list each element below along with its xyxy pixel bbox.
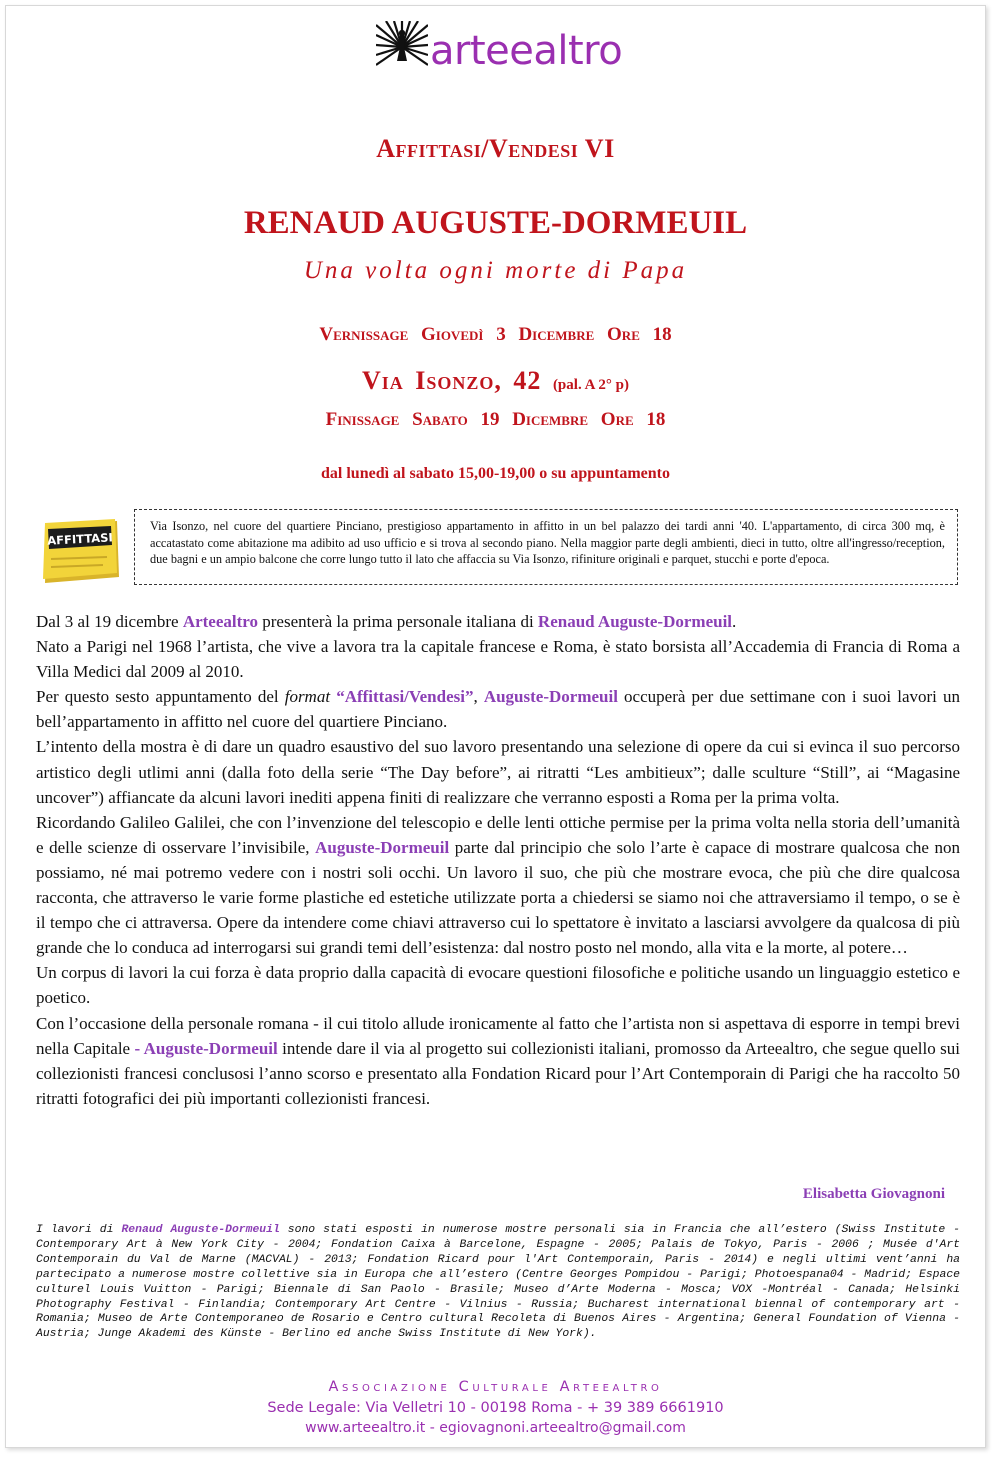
- paragraph-bio: Nato a Parigi nel 1968 l’artista, che vive a lavora tra la capitale francese e Roma, è stato borsista all’Accademia di Francia di Roma a Villa Medici dal 2009 al 2010.: [36, 637, 960, 682]
- text-run: I lavori di: [36, 1224, 122, 1236]
- series-title: Affittasi/Vendesi VI: [376, 134, 615, 163]
- text-run: .: [732, 612, 737, 631]
- address-text: Via Isonzo, 42: [362, 366, 542, 395]
- text-run: sono stati esposti in numerose mostre personali sia in Francia che all’estero (Swiss Institute - Contemporary Art à New York City - 2004; Fondation Caixa à Barcelone, Espagne - 2005; Palais de Tokyo, Paris - 2006 ; Musée d'Art Contemporain du Val de Marne (MACVAL) - 2013; Fondation Ricard pour l'Art Contemporain, Paris - 2014) e negli ultimi vent’anni ha partecipato a numerose mostre collettive sia in Europa che all’estero (Centre Georges Pompidou - Parigi; Photoespana04 - Madrid; Espace culturel Louis Vuitton - Parigi; Biennale di San Paolo - Brasile; Museo d’Arte Moderna - Mosca; VOX -Montréal - Canada; Helsinki Photography Festival - Finlandia; Contemporary Art Centre - Vilnius - Russia; Bucharest international biennal of contemporary art - Romania; Museo de Arte Contemporaneo de Rosario e Centro cultural Recoleta di Buenos Aires - Argentina; General Foundation of Vienna - Austria; Junge Akademi des Künste - Berlino ed anche Swiss Institute di New York).: [36, 1224, 960, 1341]
- artist-name-inline: Renaud Auguste-Dormeuil: [121, 1224, 280, 1236]
- finissage-line: Finissage Sabato 19 Dicembre Ore 18: [325, 409, 666, 430]
- address-note: (pal. A 2° p): [552, 377, 629, 393]
- artist-name-inline: Auguste-Dormeuil: [483, 687, 618, 707]
- text-run: parte dal principio che solo l’arte è capace di mostrare qualcosa che non possiamo, né mai potremo vedere con i nostri soli occhi. Un lavoro il suo, che più che mostrare evoca, che più che dire qualcosa racconta, che attraverso le varie forme plastiche ed estetiche utilizzate porta a chiedersi se siamo noi che attraversiamo il tempo, o se è il tempo che ci attraversa. Opere da intendere come chiavi attraverso cui lo spettatore è invitato a lasciarsi avvolgere da qualcosa di più grande che lo conduca ad interrogarsi sui grandi temi dell’esistenza: dal nostro posto nel mondo, alla vita e la morte, al potere…: [36, 837, 960, 958]
- vernissage-line: Vernissage Giovedì 3 Dicembre Ore 18: [319, 324, 672, 345]
- sunburst-logo-icon: [376, 21, 428, 73]
- arteealtro-logo: [376, 21, 622, 73]
- affittasi-sign-icon: [41, 519, 121, 585]
- footer-association: Associazione Culturale Arteealtro: [328, 1379, 663, 1395]
- sign-text: AFFITTASI: [46, 530, 114, 548]
- text-run: Con l’occasione della personale romana - il cui titolo allude ironicamente al fatto che l’artista non si aspettava di esporre in tempi brevi nella Capitale: [36, 1013, 960, 1058]
- footer-contacts[interactable]: www.arteealtro.it - egiovagnoni.arteealtro@gmail.com: [305, 1420, 686, 1436]
- document-page: [5, 5, 986, 1448]
- artist-exhibitions-note: [36, 1223, 960, 1342]
- paragraph-galileo: [36, 810, 960, 961]
- text-run: ,: [473, 687, 484, 707]
- paragraph-intro: [36, 609, 960, 634]
- apartment-info-box: [134, 509, 958, 585]
- text-run: occuperà per due settimane con i suoi lavori un bell’appartamento in affitto nel cuore del quartiere Pinciano.: [36, 687, 961, 732]
- paragraph-corpus: Un corpus di lavori la cui forza è data proprio dalla capacità di evocare questioni filosofiche e politiche usando un linguaggio estetico e poetico.: [36, 963, 960, 1008]
- format-name: “Affittasi/Vendesi”: [336, 687, 474, 707]
- artist-name-inline: - Auguste-Dormeuil: [134, 1038, 278, 1058]
- format-word: format: [284, 687, 331, 707]
- opening-hours: dal lunedì al sabato 15,00-19,00 o su appuntamento: [321, 465, 670, 482]
- exhibition-subtitle: Una volta ogni morte di Papa: [303, 257, 688, 284]
- paragraph-intent: L’intento della mostra è di dare un quadro esaustivo del suo lavoro presentando una selezione di opere da cui si evinca il suo percorso artistico degli utlimi anni (dalla foto della serie “The Day before”, ai ritratti “Les ambitieux”; dalle sculture “Still”, ai “Magasine uncover”) affiancate da alcuni lavori inediti appena finiti di realizzare che verranno esposti a Roma per la prima volta.: [36, 737, 960, 807]
- gallery-name: Arteealtro: [182, 612, 259, 631]
- artist-name-inline: Auguste-Dormeuil: [315, 837, 450, 857]
- logo-wordmark: arteealtro: [430, 28, 623, 74]
- text-run: presenterà la prima personale italiana di: [258, 612, 538, 631]
- apartment-description: Via Isonzo, nel cuore del quartiere Pinciano, prestigioso appartamento in affitto in un bel palazzo dei tardi anni '40. L'appartamento, di circa 300 mq, è accatastato come abitazione ma adibito ad uso ufficio e si trova al secondo piano. Nella maggior parte degli ambienti, dieci in tutto, oltre all'ingresso/reception, due bagni e un ampio balcone che corre lungo tutto il lato che affaccia su Via Isonzo, rifiniture originali e parquet, stucchi e porte d'epoca.: [150, 519, 945, 566]
- paragraph-format: [36, 684, 960, 734]
- author-signature: Elisabetta Giovagnoni: [802, 1186, 945, 1202]
- footer-address: Sede Legale: Via Velletri 10 - 00198 Roma - + 39 389 6661910: [267, 1400, 724, 1416]
- paragraph-collectors: [36, 1011, 960, 1111]
- text-run: Dal 3 al 19 dicembre: [36, 612, 183, 631]
- text-run: intende dare il via al progetto sui collezionisti italiani, promosso da Arteealtro, che segue quello sui collezionisti francesi conclusosi l’anno scorso e presentato alla Fondation Ricard pour l’Art Contemporain di Parigi che ha raccolto 50 ritratti fotografici dei più importanti collezionisti francesi.: [36, 1038, 960, 1108]
- address-line: [6, 366, 985, 396]
- artist-name: RENAUD AUGUSTE-DORMEUIL: [243, 205, 748, 241]
- text-run: Ricordando Galileo Galilei, che con l’invenzione del telescopio e delle lenti ottiche permise per la prima volta nella storia dell’umanità e delle scienze di osservare l’invisibile,: [36, 812, 960, 857]
- press-release-body: [36, 609, 960, 1111]
- artist-name-inline: Renaud Auguste-Dormeuil: [537, 612, 733, 631]
- text-run: Per questo sesto appuntamento del: [36, 687, 285, 707]
